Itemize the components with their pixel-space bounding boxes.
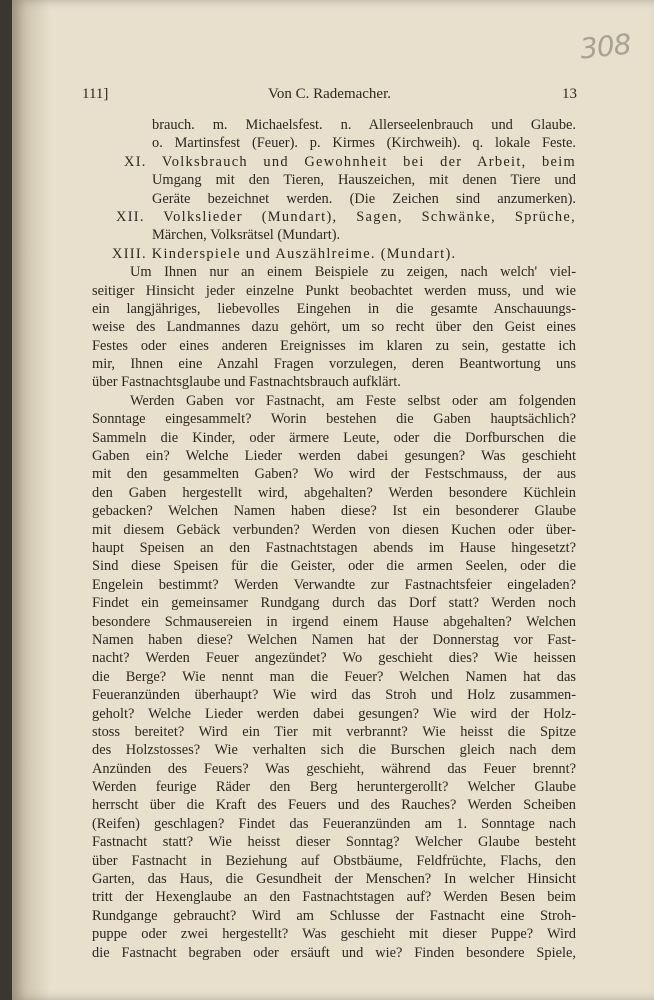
text-line: XI. Volksbrauch und Gewohnheit bei der Arbeit, beim xyxy=(124,153,576,170)
text-line: Gaben ein? Welche Lieder werden dabei gesungen? Was geschieht xyxy=(92,448,576,465)
body-text xyxy=(92,116,576,962)
text-line: o. Martinsfest (Feuer). p. Kirmes (Kirchweih). q. lokale Feste. xyxy=(152,135,576,152)
text-line: Sind diese Speisen für die Geister, oder die armen Seelen, oder die xyxy=(92,558,576,575)
text-line: Anzünden des Feuers? Was geschieht, während das Feuer brennt? xyxy=(92,760,576,777)
text-line: seitiger Hinsicht jeder einzelne Punkt beobachtet werden muss, und wie xyxy=(92,282,576,299)
text-line: die Fastnacht begraben oder ersäuft und wie? Finden besondere Spiele, xyxy=(92,944,576,961)
volume-number: 111] xyxy=(82,86,109,102)
text-line: Fastnacht statt? Wie heisst dieser Sonntag? Welcher Glaube besteht xyxy=(92,834,576,851)
text-line: Sonntage eingesammelt? Worin bestehen die Gaben hauptsächlich? xyxy=(92,411,576,428)
text-line: weise des Landmannes dazu gehört, um so recht über den Geist eines xyxy=(92,319,576,336)
text-line: Feueranzünden überhaupt? Wie wird das Stroh und Holz zusammen- xyxy=(92,687,576,704)
text-line: des Holzstosses? Wie verhalten sich die Burschen gleich nach dem xyxy=(92,742,576,759)
text-line: Sammeln die Kinder, oder ärmere Leute, oder die Dorfburschen die xyxy=(92,429,576,446)
running-title: Von C. Rademacher. xyxy=(267,86,392,102)
text-line: Werden Gaben vor Fastnacht, am Feste selbst oder am folgenden xyxy=(130,392,576,409)
text-line: mir, Ihnen eine Anzahl Fragen vorzulegen, deren Beantwortung uns xyxy=(92,356,576,373)
text-line: XII. Volkslieder (Mundart), Sagen, Schwänke, Sprüche, xyxy=(116,208,576,225)
text-line: die Berge? Wie nennt man die Feuer? Welchen Namen hat das xyxy=(92,668,576,685)
text-line: mit diesem Gebäck verbunden? Werden von diesen Kuchen oder über- xyxy=(92,521,576,538)
page-edge-shadow xyxy=(12,0,50,1000)
text-line: Umgang mit den Tieren, Hauszeichen, mit denen Tiere und xyxy=(152,172,576,189)
running-header xyxy=(82,86,577,106)
text-line: Engelein bestimmt? Werden Verwandte zur Fastnachtsfeier eingeladen? xyxy=(92,576,576,593)
text-line: puppe oder zwei hergestellt? Was geschieht mit dieser Puppe? Wird xyxy=(92,926,576,943)
text-line: gebacken? Welchen Namen haben diese? Ist ein besonderer Glaube xyxy=(92,503,576,520)
text-line: haupt Speisen an den Fastnachtstagen abends im Hause hingesetzt? xyxy=(92,539,576,556)
text-line: Namen haben diese? Welchen Namen hat der Donnerstag vor Fast- xyxy=(92,631,576,648)
text-line: über Fastnachtsglaube und Fastnachtsbrauch aufklärt. xyxy=(92,374,401,391)
text-line: den Gaben hergestellt wird, abgehalten? Werden besondere Küchlein xyxy=(92,484,576,501)
text-line: Findet ein gemeinsamer Rundgang durch das Dorf statt? Werden noch xyxy=(92,595,576,612)
text-line: ein langjähriges, liebevolles Eingehen in die gesamte Anschauungs- xyxy=(92,300,576,317)
archive-page-mark: 308 xyxy=(578,27,633,66)
text-line: XIII. Kinderspiele und Auszählreime. (Mundart). xyxy=(112,245,457,262)
text-line: Werden feurige Räder den Berg heruntergerollt? Welcher Glaube xyxy=(92,779,576,796)
text-line: Garten, das Haus, die Gesundheit der Menschen? In welcher Hinsicht xyxy=(92,871,576,888)
text-line: mit den gesammelten Gaben? Wo wird der Festschmauss, der aus xyxy=(92,466,576,483)
text-line: tritt der Hexenglaube an den Fastnachtstagen auf? Werden Besen beim xyxy=(92,889,576,906)
text-line: Festes oder eines anderen Ereignisses im klaren zu sein, gestatte ich xyxy=(92,337,576,354)
text-line: Märchen, Volksrätsel (Mundart). xyxy=(152,227,341,244)
text-line: über Fastnacht in Beziehung auf Obstbäume, Feldfrüchte, Flachs, den xyxy=(92,852,576,869)
text-line: Um Ihnen nur an einem Beispiele zu zeigen, nach welch' viel- xyxy=(130,264,576,281)
text-line: Geräte bezeichnet werden. (Die Zeichen sind anzumerken). xyxy=(152,190,576,207)
text-line: herrscht über die Kraft des Feuers und des Rauches? Werden Scheiben xyxy=(92,797,576,814)
book-page xyxy=(12,0,654,1000)
text-line: stoss bereitet? Wird ein Tier mit verbrannt? Wie heisst die Spitze xyxy=(92,723,576,740)
text-line: besondere Schmausereien in irgend einem Hause abgehalten? Welchen xyxy=(92,613,576,630)
text-line: geholt? Welche Lieder werden dabei gesungen? Wie wird der Holz- xyxy=(92,705,576,722)
text-line: Rundgange gebraucht? Wird am Schlusse der Fastnacht eine Stroh- xyxy=(92,907,576,924)
page-number: 13 xyxy=(562,86,577,102)
text-line: (Reifen) geschlagen? Findet das Feueranzünden am 1. Sonntage nach xyxy=(92,815,576,832)
text-line: brauch. m. Michaelsfest. n. Allerseelenbrauch und Glaube. xyxy=(152,117,576,133)
text-line: nacht? Werden Feuer angezündet? Wo geschieht dies? Wie heissen xyxy=(92,650,576,667)
